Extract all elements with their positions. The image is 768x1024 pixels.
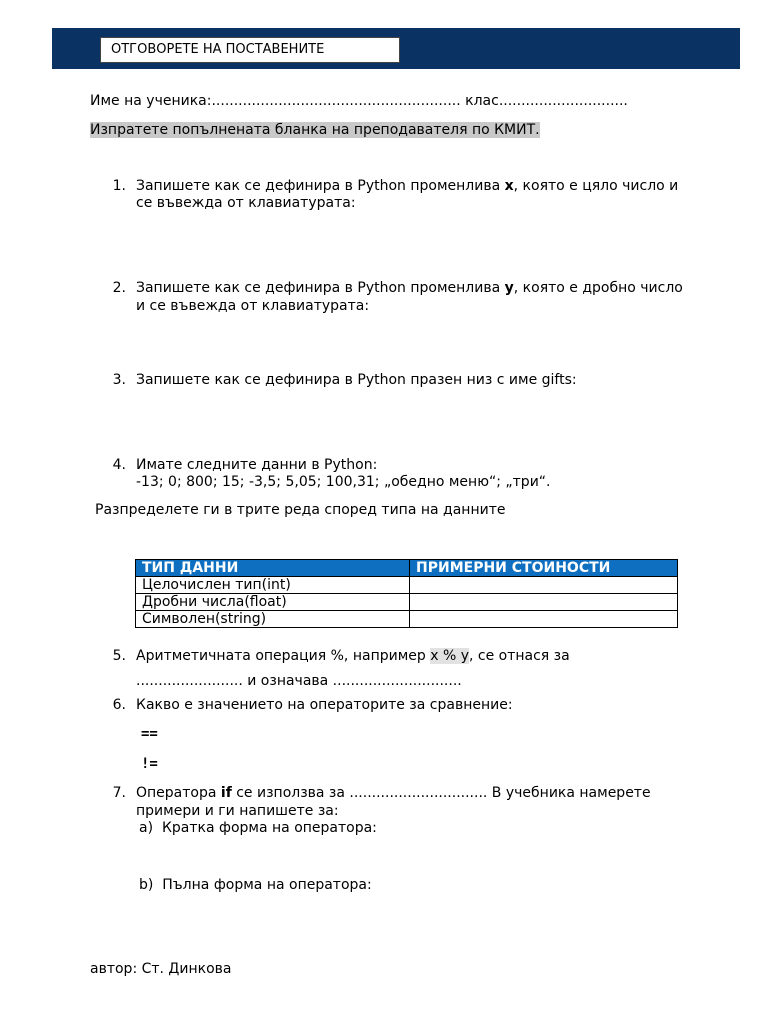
header-title: ОТГОВОРЕТЕ НА ПОСТАВЕНИТЕ	[100, 37, 400, 63]
q1-line2: се въвежда от клавиатурата:	[136, 195, 356, 211]
q4-line1: Имате следните данни в Python:	[136, 457, 378, 473]
table-row	[136, 611, 678, 628]
q2-line1	[136, 280, 683, 296]
table-row	[136, 577, 678, 594]
q2-text-post: , която е дробно число	[513, 280, 683, 296]
q7-b-text: Пълна форма на оператора:	[162, 877, 372, 893]
q6-operator-not-equal: !=	[141, 756, 158, 772]
q1-text-post: , която е цяло число и	[513, 178, 679, 194]
q7-keyword: if	[220, 785, 232, 801]
q5-text-post: , се отнася за	[469, 648, 570, 664]
q2-number: 2.	[112, 280, 126, 296]
q1-var: x	[504, 178, 514, 194]
q1-text-pre: Запишете как се дефинира в Python променлива	[136, 178, 505, 194]
table-cell-values[interactable]	[410, 577, 678, 594]
table-cell-values[interactable]	[410, 594, 678, 611]
q7-subitem-a	[139, 820, 377, 836]
student-info-line	[90, 93, 628, 109]
q7-number: 7.	[112, 785, 126, 801]
q6-operator-equal: ==	[141, 726, 158, 742]
q5-code: x % y	[430, 648, 469, 664]
q1-line1	[136, 178, 678, 194]
q7-text-post: се използва за ............................... В учебника намерете	[231, 785, 651, 801]
q5-line1	[136, 648, 570, 664]
q5-line2: ........................ и означава .............................	[136, 673, 462, 689]
table-cell-type: Символен(string)	[136, 611, 410, 628]
q4-line3: Разпределете ги в трите реда според типа на данните	[95, 502, 506, 518]
instruction-line	[90, 122, 540, 138]
q4-number: 4.	[112, 457, 126, 473]
footer-author: автор: Ст. Динкова	[90, 961, 232, 977]
q5-text-pre: Аритметичната операция %, например	[136, 648, 431, 664]
q6-text: Какво е значението на операторите за сравнение:	[136, 697, 513, 713]
q7-a-label: a)	[139, 820, 154, 836]
instruction-text: Изпратете попълнената бланка на преподавателя по КМИТ.	[90, 122, 540, 138]
q5-number: 5.	[112, 648, 126, 664]
data-types-table	[135, 559, 678, 628]
q7-a-text: Кратка форма на оператора:	[161, 820, 377, 836]
q1-number: 1.	[112, 178, 126, 194]
q3-text: Запишете как се дефинира в Python празен низ с име gifts:	[136, 372, 577, 388]
q2-text-pre: Запишете как се дефинира в Python променлива	[136, 280, 505, 296]
q7-line2: примери и ги напишете за:	[136, 803, 339, 819]
q4-line2: -13; 0; 800; 15; -3,5; 5,05; 100,31; „обедно меню“; „три“.	[136, 474, 551, 490]
q3-number: 3.	[112, 372, 126, 388]
table-header-row	[136, 560, 678, 577]
student-name-label: Име на ученика:	[90, 93, 212, 109]
q2-var: y	[504, 280, 514, 296]
q7-text-pre: Оператора	[136, 785, 221, 801]
student-name-dots: ........................................................	[211, 93, 461, 109]
q6-number: 6.	[112, 697, 126, 713]
table-row	[136, 594, 678, 611]
table-cell-values[interactable]	[410, 611, 678, 628]
q2-line2: и се въвежда от клавиатурата:	[136, 298, 370, 314]
q7-line1	[136, 785, 651, 801]
table-cell-type: Целочислен тип(int)	[136, 577, 410, 594]
class-label: клас	[460, 93, 499, 109]
table-header-type: ТИП ДАННИ	[136, 560, 410, 577]
table-header-values: ПРИМЕРНИ СТОИНОСТИ	[410, 560, 678, 577]
q7-subitem-b	[139, 877, 372, 893]
table-cell-type: Дробни числа(float)	[136, 594, 410, 611]
class-dots: .............................	[498, 93, 628, 109]
q7-b-label: b)	[139, 877, 154, 893]
